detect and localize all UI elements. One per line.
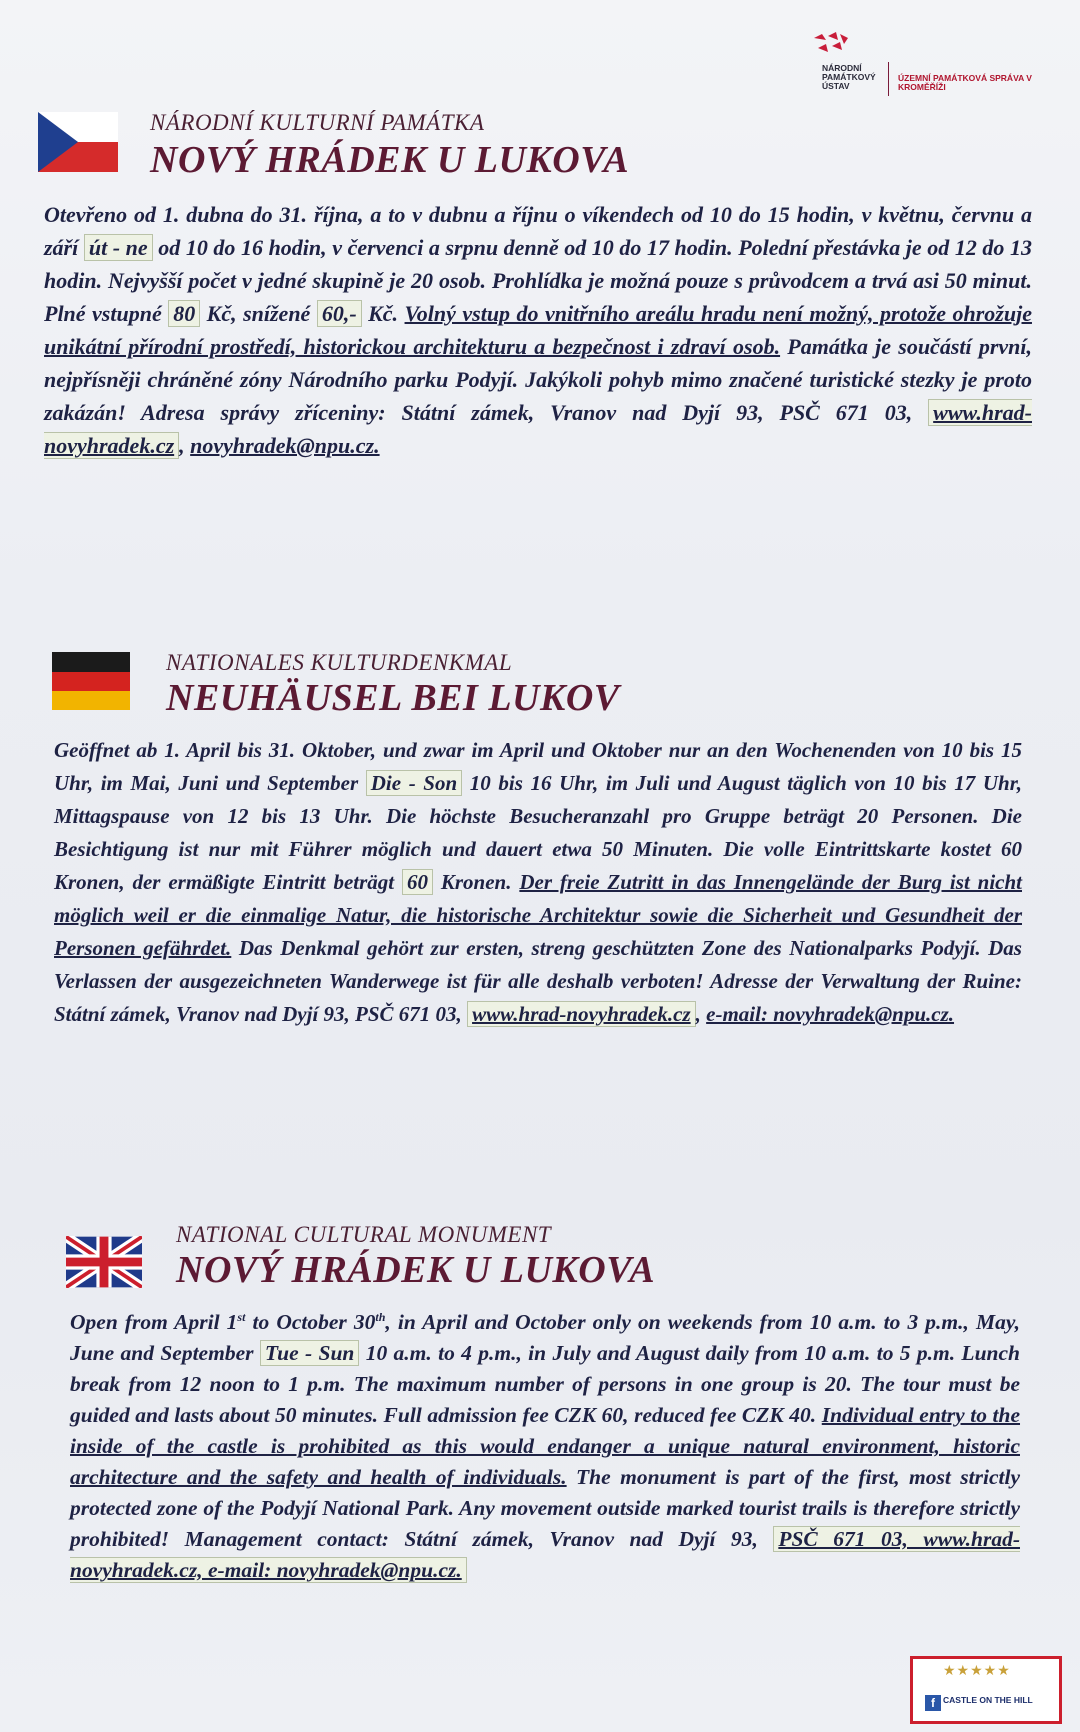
german-flag-icon [52,652,130,710]
czech-days-patch: út - ne [84,234,153,261]
czech-warning: Volný vstup do vnitřního areálu hradu není možný, protože ohrožuje unikátní přírodní prostředí, historickou architekturu a bezpečnost i zdraví osob. [44,301,1032,359]
uk-flag-icon [66,1236,142,1288]
english-subtitle: NATIONAL CULTURAL MONUMENT [176,1222,552,1247]
german-days-patch: Die - Son [366,770,462,796]
english-text: Open from April 1st to October 30th, in April and October only on weekends from 10 a.m. to 3 p.m., May, June and September Tue - Sun 10 a.m. to 4 p.m., in July and August daily from 10 a.m. to 5 p.m. Lunch break from 12 noon to 1 p.m. The maximum number of persons in one group is 20. The tour must be guided and lasts about 50 minutes. Full admission fee CZK 60, reduced fee CZK 40. Individual entry to the inside of the castle is prohibited as this would endanger a unique natural environment, historic architecture and the safety and health of individuals. The monument is part of the first, most strictly protected zone of the Podyjí National Park. Any movement outside marked tourist trails is therefore strictly prohibited! Management contact: Státní zámek, Vranov nad Dyjí 93, PSČ 671 03, www.hrad-novyhradek.cz, e-mail: novyhradek@npu.cz. [70,1310,1021,1583]
czech-full-fee-patch: 80 [168,300,200,327]
czech-subtitle: NÁRODNÍ KULTURNÍ PAMÁTKA [150,110,485,135]
english-days-patch: Tue - Sun [260,1340,360,1366]
npu-logo [808,24,1058,104]
czech-text: Otevřeno od 1. dubna do 31. října, a to v dubnu a říjnu o víkendech od 10 do 15 hodin, v květnu, červnu a září út - ne od 10 do 16 hodin, v červenci a srpnu denně od 10 do 17 hodin. Polední přestávka je od 12 do 13 hodin. Nejvyšší počet v jedné skupině je 20 osob. Prohlídka je možná pouze s průvodcem a trvá asi 50 minut. Plné vstupné 80 Kč, snížené 60,- Kč. Volný vstup do vnitřního areálu hradu není možný, protože ohrožuje unikátní přírodní prostředí, historickou architekturu a bezpečnost i zdraví osob. Památka je součástí první, nejpřísněji chráněné zóny Národního parku Podyjí. Jakýkoli pohyb mimo značené turistické stezky je proto zakázán! Adresa správy zříceniny: Státní zámek, Vranov nad Dyjí 93, PSČ 671 03, www.hrad-novyhradek.cz , novyhradek@npu.cz. [44,202,1033,458]
english-title: NOVÝ HRÁDEK U LUKOVA [176,1249,656,1291]
logo-regional-office: ÚZEMNÍ PAMÁTKOVÁ SPRÁVA V KROMĚŘÍŽI [898,73,1032,92]
german-warning: Der freie Zutritt in das Innengelände der Burg ist nicht möglich weil er die einmalige Natur, die historische Architektur sowie die Sicherheit und Gesundheit der Personen gefährdet. [54,870,1022,960]
english-warning: Individual entry to the inside of the castle is prohibited as this would endanger a unique natural environment, historic architecture and the safety and health of individuals. [70,1403,1021,1490]
german-website: www.hrad-novyhradek.cz [467,1001,696,1027]
german-subtitle: NATIONALES KULTURDENKMAL [166,650,513,675]
badge-label: CASTLE ON THE HILL [943,1695,1033,1705]
logo-institute-name: NÁRODNÍ PAMÁTKOVÝ ÚSTAV [822,63,876,91]
czech-reduced-fee-patch: 60,- [317,300,362,327]
english-contact: PSČ 671 03, www.hrad-novyhradek.cz, e-mail: novyhradek@npu.cz. [70,1527,1020,1583]
german-text: Geöffnet ab 1. April bis 31. Oktober, und zwar im April und Oktober nur an den Wochenenden von 10 bis 15 Uhr, im Mai, Juni und September Die - Son 10 bis 16 Uhr, im Juli und August täglich von 10 bis 17 Uhr, Mittagspause von 12 bis 13 Uhr. Die höchste Besucheranzahl pro Gruppe beträgt 20 Personen. Die Besichtigung ist nur mit Führer möglich und dauert etwa 50 Minuten. Die volle Eintrittskarte kostet 60 Kronen, der ermäßigte Eintritt beträgt 60 Kronen. Der freie Zutritt in das Innengelände der Burg ist nicht möglich weil er die einmalige Natur, die historische Architektur sowie die Sicherheit und Gesundheit der Personen gefährdet. Das Denkmal gehört zur ersten, streng geschützten Zone des Nationalparks Podyjí. Das Verlassen der ausgezeichneten Wanderwege ist für alle deshalb verboten! Adresse der Verwaltung der Ruine: Státní zámek, Vranov nad Dyjí 93, PSČ 671 03, www.hrad-novyhradek.cz , e-mail: novyhradek@npu.cz. [54,738,1022,1026]
czech-email: novyhradek@npu.cz. [190,433,380,458]
facebook-icon: f [925,1695,941,1711]
czech-title: NOVÝ HRÁDEK U LUKOVA [150,139,630,181]
german-title: NEUHÄUSEL BEI LUKOV [166,677,620,719]
rating-stars: ★★★★★ [943,1664,1011,1679]
czech-flag-icon [38,112,118,172]
npu-logo-mark-icon [810,30,856,60]
german-email: e-mail: novyhradek@npu.cz. [706,1002,955,1026]
castle-on-the-hill-badge [910,1656,1062,1724]
logo-divider [888,62,889,96]
czech-website: www.hrad-novyhradek.cz [44,400,1032,458]
german-reduced-fee-patch: 60 [402,869,433,895]
